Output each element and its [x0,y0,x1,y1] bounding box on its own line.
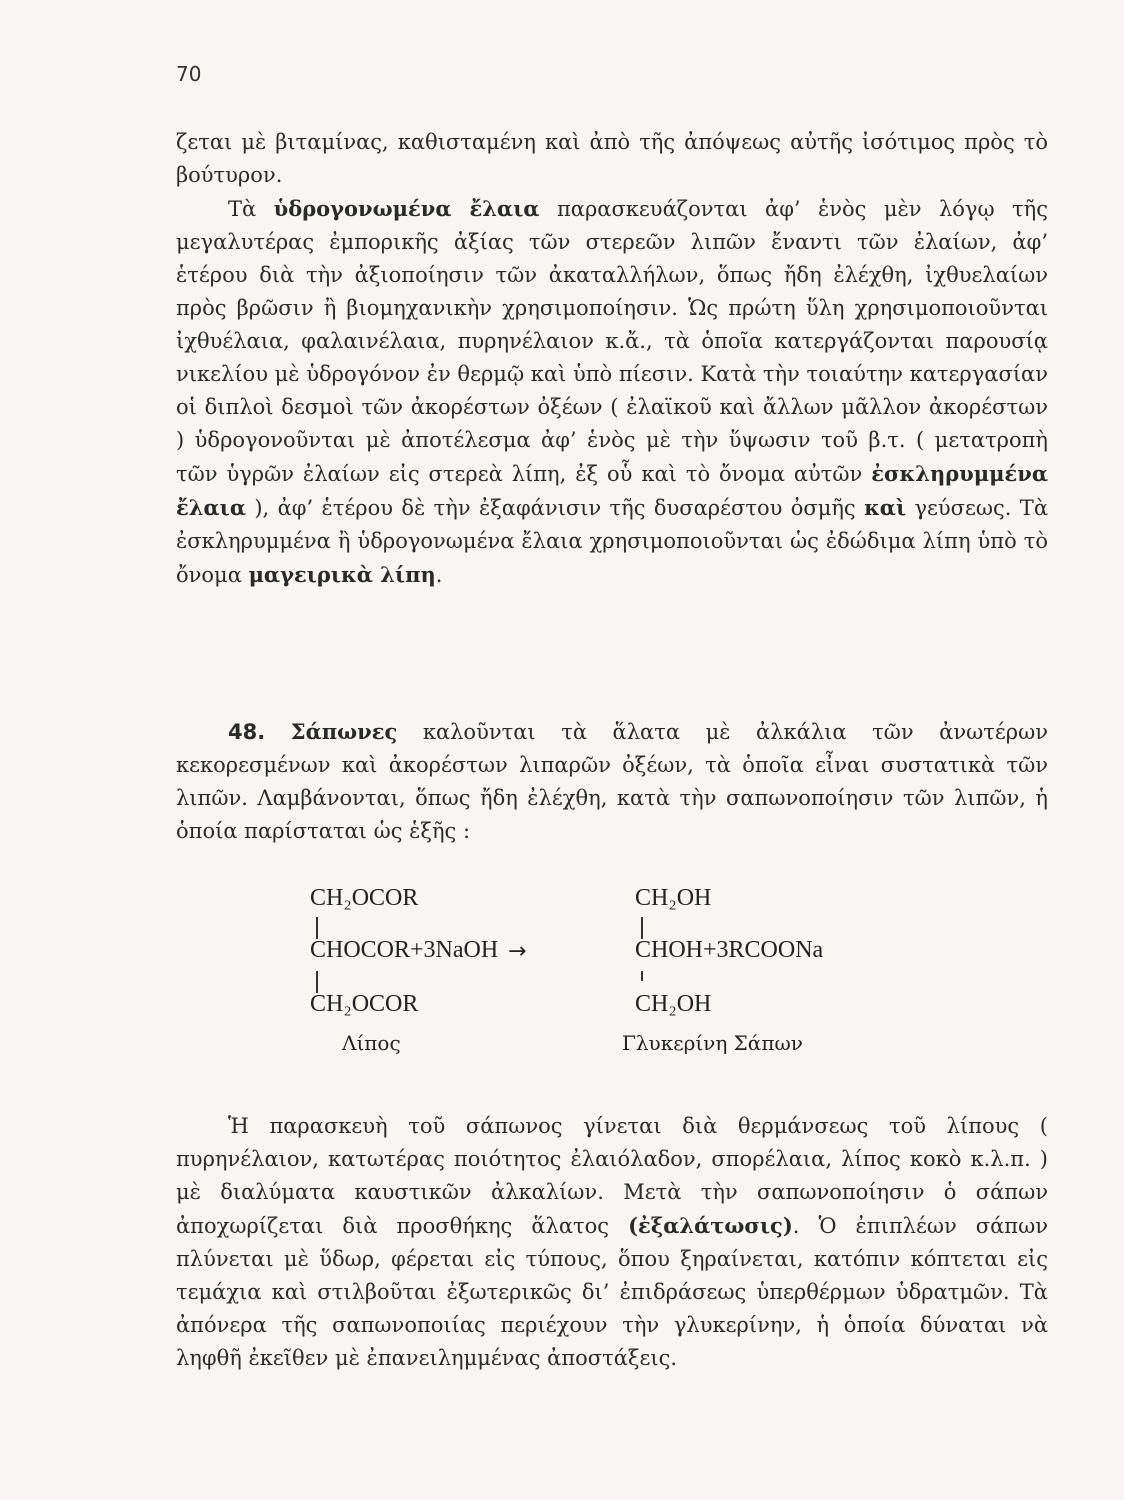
reactant-bottom: CH₂OCOR [310,991,419,1017]
text-span: καλοῦνται τὰ ἅλατα μὲ ἀλκάλια τῶν ἀνωτέρων κεκορεσμένων καὶ ἀκορέστων λιπαρῶν ὀξέων, τὰ ὁποῖα εἶναι συστατικὰ τῶν λιπῶν. Λαμβάνονται, ὅπως ἤδη ἐλέχθη, κατὰ τὴν σαπωνοποίησιν τῶν λιπῶν, ἡ ὁποία παρίσταται ὡς ἑξῆς : [176,720,1048,843]
reactant-top: CH₂OCOR [310,885,419,911]
reaction-arrow: → [508,939,527,964]
soap-preparation-paragraph [176,1110,1048,1375]
bond-line [641,971,643,981]
reactant-middle: CHOCOR+3NaOH [310,937,499,963]
bold-word: καὶ [864,495,907,520]
saponification-reaction [310,885,950,1075]
text-span: παρασκευάζονται ἀφ’ ἑνὸς μὲν λόγῳ τῆς μεγαλυτέρας ἐμπορικῆς ἀξίας τῶν στερεῶν λιπῶν ἔναντι τῶν ἐλαίων, ἀφ’ ἑτέρου διὰ τὴν ἀξιοποίησιν τῶν ἀκαταλλήλων, ὅπως ἤδη ἐλέχθη, ἰχθυελαίων πρὸς βρῶσιν ἢ βιομηχανικὴν χρησιμοποίησιν. Ὡς πρώτη ὕλη χρησιμοποιοῦνται ἰχθυέλαια, φαλαινέλαια, πυρηνέλαιον κ.ἄ., τὰ ὁποῖα κατεργάζονται παρουσίᾳ νικελίου μὲ ὑδρογόνον ἐν θερμῷ καὶ ὑπὸ πίεσιν. Κατὰ τὴν τοιαύτην κατεργασίαν οἱ διπλοὶ δεσμοὶ τῶν ἀκορέστων ὀξέων ( ἐλαϊκοῦ καὶ ἄλλων μᾶλλον ἀκορέστων ) ὑδρογονοῦνται μὲ ἀποτέλεσμα ἀφ’ ἑνὸς μὲ τὴν ὕψωσιν τοῦ β.τ. ( μετατροπὴ τῶν ὑγρῶν ἐλαίων εἰς στερεὰ λίπη, ἐξ οὗ καὶ τὸ ὄνομα αὐτῶν [176,197,1048,486]
soap-preparation-text [176,1110,1048,1375]
hydrogenated-oils-paragraph [176,192,1048,592]
section-48 [176,715,1048,848]
label-fat: Λίπος [342,1031,401,1055]
product-middle: CHOH+3RCOONa [635,937,824,963]
product-top: CH₂OH [635,885,712,911]
term-hydrogenated-oils: ὑδρογονωμένα ἔλαια [273,196,540,221]
text-span: Ἡ παρασκευὴ τοῦ σάπωνος γίνεται διὰ θερμάνσεως τοῦ λίπους ( πυρηνέλαιον, κατωτέρας ποιότητος ἐλαιόλαδον, σπορέλαια, λίπος κοκὸ κ.λ.π. ) μὲ διαλύματα καυστικῶν ἀλκαλίων. Μετὰ τὴν σαπωνοποίησιν ὁ σάπων ἀποχωρίζεται διὰ προσθήκης ἅλατος [176,1114,1048,1238]
text-span: Τὰ [228,197,274,221]
term-hardened-oils: ἐσκληρυμμένα ἔλαια [176,461,1048,520]
soaps-paragraph [176,715,1048,848]
bond-line [316,971,318,993]
section-number: 48. [228,720,266,744]
paragraph-continuation: ζεται μὲ βιταμίνας, καθισταμένη καὶ ἀπὸ τῆς ἀπόψεως αὐτῆς ἰσότιμος πρὸς τὸ βούτυρον. [176,130,1048,187]
section-title: Σάπωνες [290,719,398,744]
bond-line [641,917,643,939]
term-cooking-fats: μαγειρικὰ λίπη [248,562,436,587]
text-span: ), ἀφ’ ἑτέρου δὲ τὴν ἐξαφάνισιν τῆς δυσαρέστου ὀσμῆς [245,496,865,520]
label-products: Γλυκερίνη Σάπων [622,1031,803,1055]
text-span: . Ὁ ἐπιπλέων σάπων πλύνεται μὲ ὕδωρ, φέρεται εἰς τύπους, ὅπου ξηραίνεται, κατόπιν κόπτεται εἰς τεμάχια καὶ στιλβοῦται ἐξωτερικῶς δι’ ἐπιδράσεως ὑπερθέρμων ὑδρατμῶν. Τὰ ἀπόνερα τῆς σαπωνοποιίας περιέχουν τὴν γλυκερίνην, ἡ ὁποία δύναται νὰ ληφθῆ ἐκεῖθεν μὲ ἐπανειλημμένας ἀποστάξεις. [176,1214,1048,1370]
intro-text [176,126,1048,592]
text-span: γεύσεως. Τὰ ἐσκληρυμμένα ἢ ὑδρογονωμένα ἔλαια χρησιμοποιοῦνται ὡς ἐδώδιμα λίπη ὑπὸ τὸ ὄνομα [176,496,1048,587]
product-bottom: CH₂OH [635,991,712,1017]
page-number: 70 [176,62,202,86]
text-span: . [435,563,443,587]
term-salting-out: (ἐξαλάτωσις) [628,1213,793,1238]
bond-line [316,917,318,939]
